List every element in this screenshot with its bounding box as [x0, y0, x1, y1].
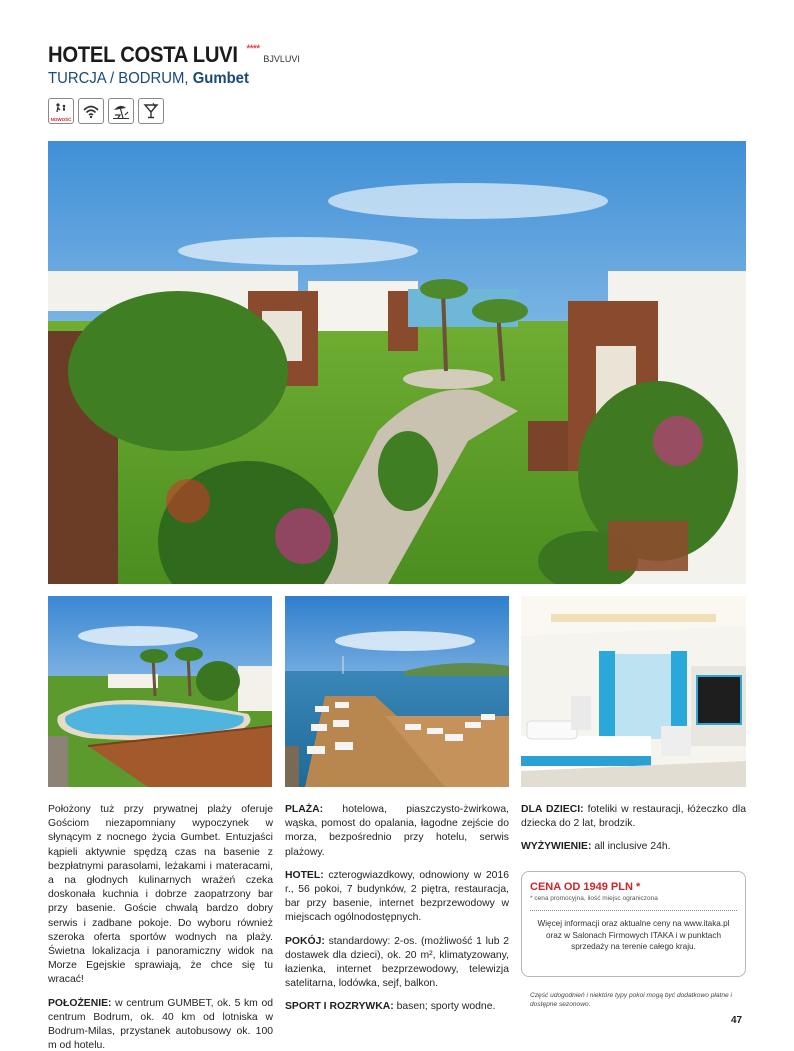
beach-label: PLAŻA:: [285, 804, 324, 815]
page-number: 47: [731, 1015, 743, 1026]
board-text: all inclusive 24h.: [594, 841, 671, 853]
hotel-text: czterogwiazdkowy, odnowiony w 2016 r., 56 pokoi, 7 budynków, 2 piętra, restauracja, bar przy basenie, internet bezprzewodowy w miejscach ogólnodostępnych.: [285, 869, 510, 924]
cocktail-icon: [138, 98, 164, 124]
room-text: standardowy: 2-os. (możliwość 1 lub 2 dostawek dla dzieci), ok. 20 m², klimatyzowany, łazienka, internet bezprzewodowy, telewizja satelitarna, lodówka, sejf, balkon.: [285, 935, 510, 990]
news-tag: NOWOŚĆ: [50, 117, 72, 122]
hotel-title-row: [48, 42, 300, 68]
price-divider: [530, 910, 737, 911]
amenity-icons: [48, 98, 164, 124]
price-info: Więcej informacji oraz aktualne ceny na www.itaka.pl oraz w Salonach Firmowych ITAKA i w punktach sprzedaży na terenie całego kraju.: [537, 919, 730, 951]
hotel-code: BJVLUVI: [263, 54, 300, 64]
pool-photo: [48, 596, 272, 787]
board-paragraph: [521, 840, 746, 854]
beach-text: hotelowa, piaszczysto-żwirkowa, wąska, pomost do opalania, łagodne zejście do morza, bezpośrednio przy hotelu, serwis plażowy.: [285, 804, 509, 858]
star-rating: ****: [246, 43, 260, 55]
price-headline: CENA OD 1949 PLN *: [530, 881, 641, 893]
sport-label: SPORT I ROZRYWKA:: [285, 1001, 394, 1013]
hotel-name: HOTEL COSTA LUVI: [48, 42, 238, 67]
beach-photo: [285, 596, 509, 787]
hotel-location: [48, 70, 249, 88]
hotel-paragraph: [285, 869, 509, 926]
room-paragraph: [285, 935, 509, 992]
room-label: POKÓJ:: [285, 935, 325, 947]
kids-paragraph: [521, 803, 746, 831]
kids-label: DLA DZIECI:: [521, 804, 584, 815]
description-column-1: [48, 803, 273, 1051]
disclaimer: Część udogodnień i niektóre typy pokoi mogą być dodatkowo płatne i dostępne sezonowo.: [530, 992, 732, 1008]
price-note: * cena promocyjna, ilość miejsc ograniczona: [530, 895, 658, 902]
location-text: w centrum GUMBET, ok. 5 km od centrum Bodrum, ok. 40 km od lotniska w Bodrum-Milas, przystanek autobusowy ok. 100 m od hotelu.: [48, 997, 274, 1051]
main-photo: [48, 141, 746, 584]
intro-text: Położony tuż przy prywatnej plaży oferuje Gościom niezapomniany wypoczynek w słynącym z nocnego życia Gumbet. Entuzjaści kąpieli aktywnie spędzą czas na basenie z bezpłatnymi parasolami, leżakami i materacami, a na głodnych kulinarnych wrażeń czeka doskonała kuchnia i dobrze zaopatrzony bar przy basenie. Goście chwalą bardzo dobry serwis i zadbane pokoje. Do wyboru również szeroka oferta sportów wodnych na plaży. Świetna lokalizacja i panoramiczny widok na Morze Egejskie sprawiają, że chce się tu wracać!: [48, 804, 273, 986]
beach-icon: [108, 98, 134, 124]
room-photo: [521, 596, 746, 787]
location-region: TURCJA / BODRUM,: [48, 70, 189, 87]
description-column-3: [521, 803, 746, 864]
beach-paragraph: [285, 803, 509, 860]
price-box: [521, 871, 746, 977]
description-column-2: [285, 803, 509, 1024]
hotel-label: HOTEL:: [285, 869, 324, 881]
sport-paragraph: [285, 1000, 509, 1014]
location-paragraph: [48, 997, 273, 1051]
location-city: Gumbet: [192, 70, 249, 87]
kids-text: foteliki w restauracji, łóżeczko dla dziecka do 2 lat, brodzik.: [521, 804, 746, 830]
kids-icon: [48, 98, 74, 124]
board-label: WYŻYWIENIE:: [521, 841, 592, 853]
location-label: POŁOŻENIE:: [48, 997, 112, 1009]
sport-text: basen; sporty wodne.: [396, 1001, 496, 1013]
wifi-icon: [78, 98, 104, 124]
